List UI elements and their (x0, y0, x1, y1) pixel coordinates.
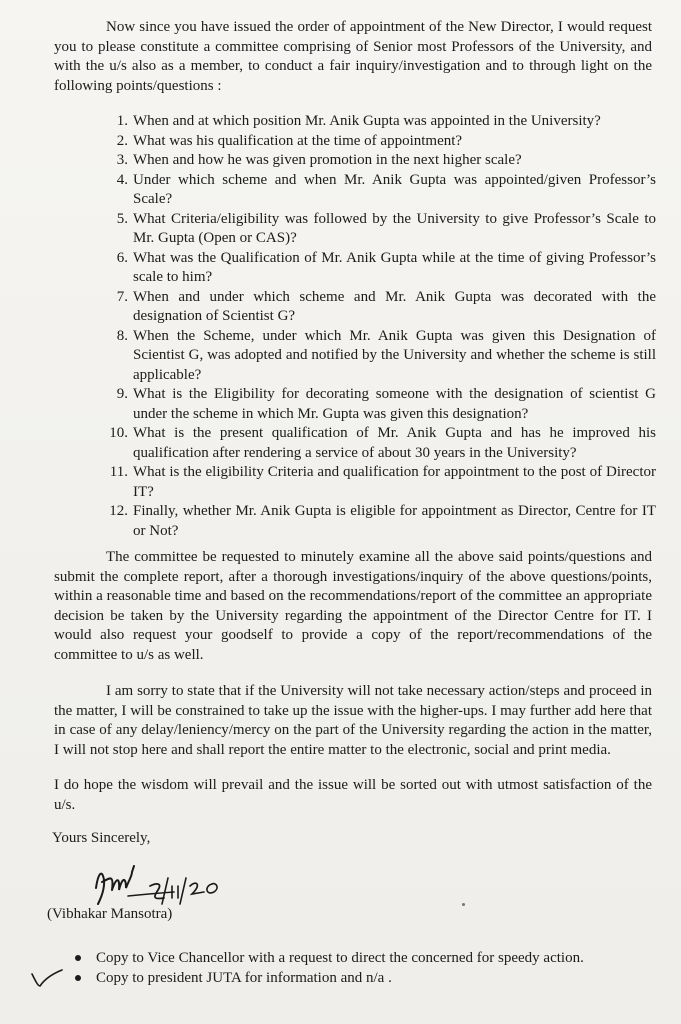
list-item (100, 249, 656, 288)
question-text: When and under which scheme and Mr. Anik Gupta was decorated with the designation of Scientist G? (133, 288, 656, 324)
sorry-paragraph: I am sorry to state that if the University will not take necessary action/steps and proceed in the matter, I will be constrained to take up the issue with the higher-ups. I may further add here that in case of any delay/leniency/mercy on the part of the University regarding the action in the matter, I will not stop here and shall report the entire matter to the electronic, social and print media. (54, 683, 652, 758)
list-item (100, 288, 656, 327)
copy-list (70, 948, 670, 988)
question-text: What is the Eligibility for decorating someone with the designation of scientist G under the scheme in which Mr. Gupta was given this designation? (133, 386, 656, 422)
list-item (100, 424, 656, 463)
list-item (70, 968, 670, 988)
question-number: 10. (109, 425, 128, 441)
handwritten-signature (88, 860, 228, 912)
checkmark-icon (30, 966, 64, 988)
question-text: When and how he was given promotion in the next higher scale? (133, 152, 522, 168)
question-text: What was the Qualification of Mr. Anik Gupta while at the time of giving Professor’s scale to him? (133, 249, 656, 285)
question-number: 12. (109, 503, 128, 519)
list-item (100, 502, 656, 541)
intro-paragraph: Now since you have issued the order of appointment of the New Director, I would request you to please constitute a committee comprising of Senior most Professors of the University, and with the u/s also as a member, to conduct a fair inquiry/investigation and to through light on the following points/questions : (54, 19, 652, 94)
signer-name: (Vibhakar Mansotra) (47, 906, 173, 922)
question-text: What was his qualification at the time of appointment? (133, 132, 463, 149)
list-item (70, 948, 670, 968)
list-item (100, 151, 656, 171)
question-number: 4. (116, 171, 128, 188)
question-text: What Criteria/eligibility was followed by the University to give Professor’s Scale to Mr. Gupta (Open or CAS)? (133, 210, 656, 246)
questions-list (100, 112, 656, 541)
question-text: Finally, whether Mr. Anik Gupta is eligible for appointment as Director, Centre for IT or Not? (133, 503, 656, 539)
list-item (100, 112, 656, 132)
question-text: Under which scheme and when Mr. Anik Gupta was appointed/given Professor’s Scale? (133, 171, 656, 207)
hope-paragraph: I do hope the wisdom will prevail and the issue will be sorted out with utmost satisfaction of the u/s. (54, 777, 652, 813)
question-text: When the Scheme, under which Mr. Anik Gupta was given this Designation of Scientist G, was adopted and notified by the University and whether the scheme is still applicable? (133, 327, 656, 383)
closing-salutation: Yours Sincerely, (52, 830, 151, 846)
question-number: 11. (109, 464, 128, 480)
committee-paragraph: The committee be requested to minutely examine all the above said points/questions and submit the complete report, after a thorough investigations/inquiry of the above questions/points, within a reasonable time and based on the recommendations/report of the committee an appropriate decision be taken by the University regarding the appointment of the Director Centre for IT. I would also request your goodself to provide a copy of the report/recommendations of the committee to u/s as well. (54, 549, 652, 663)
bullet-icon (75, 975, 81, 981)
question-number: 6. (116, 249, 128, 266)
list-item (100, 210, 656, 249)
question-number: 2. (116, 132, 128, 149)
question-number: 1. (116, 113, 128, 129)
list-item (100, 327, 656, 386)
copy-text: Copy to president JUTA for information and n/a . (96, 970, 392, 986)
list-item (100, 132, 656, 152)
copy-text: Copy to Vice Chancellor with a request to direct the concerned for speedy action. (96, 950, 584, 966)
question-text: When and at which position Mr. Anik Gupta was appointed in the University? (133, 113, 601, 129)
question-number: 5. (116, 210, 128, 227)
bullet-icon (75, 955, 81, 961)
question-text: What is the eligibility Criteria and qualification for appointment to the post of Director IT? (133, 464, 656, 500)
paper-speck (462, 903, 465, 906)
question-number: 8. (116, 327, 128, 344)
question-number: 7. (116, 288, 128, 305)
question-number: 3. (116, 152, 128, 168)
list-item (100, 463, 656, 502)
question-number: 9. (116, 386, 128, 402)
list-item (100, 385, 656, 424)
question-text: What is the present qualification of Mr. Anik Gupta and has he improved his qualification after rendering a service of about 30 years in the University? (133, 425, 656, 461)
list-item (100, 171, 656, 210)
